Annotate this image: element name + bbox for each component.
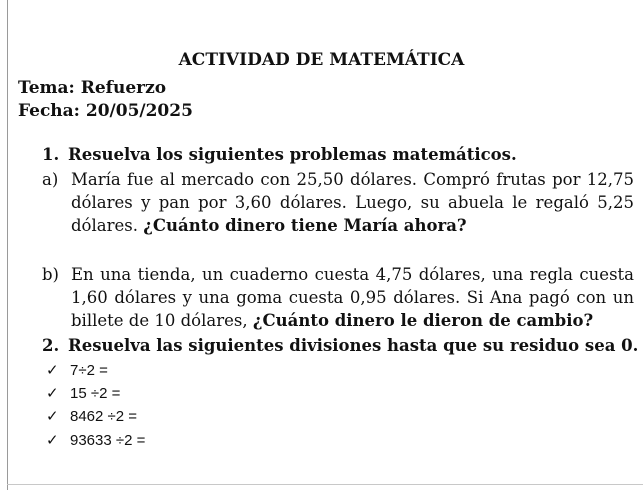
division-expression: 8462 ÷2 = bbox=[70, 408, 138, 425]
question-2-text: Resuelva las siguientes divisiones hasta que su residuo sea 0. bbox=[68, 336, 639, 355]
question-2-number: 2. bbox=[42, 336, 60, 355]
problem-b-letter: b) bbox=[42, 265, 59, 284]
problem-b-text: En una tienda, un cuaderno cuesta 4,75 dólares, una regla cuesta 1,60 dólares y una goma cuesta 0,95 dólares. Si Ana pagó con un billete de 10 dólares, bbox=[71, 265, 634, 330]
document-title: ACTIVIDAD DE MATEMÁTICA bbox=[178, 50, 465, 70]
problem-a-letter: a) bbox=[42, 170, 59, 189]
problem-a-text: María fue al mercado con 25,50 dólares. Compró frutas por 12,75 dólares y pan por 3,60 dólares. Luego, su abuela le regaló 5,25 dólares. bbox=[71, 170, 634, 235]
problem-a-body bbox=[71, 168, 634, 237]
division-expression: 93633 ÷2 = bbox=[70, 432, 146, 449]
division-item bbox=[46, 431, 145, 449]
problem-b bbox=[42, 263, 634, 332]
question-1-number: 1. bbox=[42, 145, 60, 164]
topic-line: Tema: Refuerzo bbox=[18, 78, 167, 98]
date-line: Fecha: 20/05/2025 bbox=[18, 101, 193, 121]
problem-a bbox=[42, 168, 634, 237]
division-item bbox=[46, 407, 137, 425]
page-bottom-border bbox=[7, 484, 643, 485]
question-1-heading bbox=[42, 145, 517, 164]
problem-b-question: ¿Cuánto dinero le dieron de cambio? bbox=[252, 311, 594, 330]
division-expression: 15 ÷2 = bbox=[70, 385, 121, 402]
problem-b-body bbox=[71, 263, 634, 332]
division-item bbox=[46, 361, 108, 379]
problem-a-question: ¿Cuánto dinero tiene María ahora? bbox=[143, 216, 467, 235]
checkmark-icon: ✓ bbox=[46, 361, 59, 379]
division-item bbox=[46, 384, 120, 402]
checkmark-icon: ✓ bbox=[46, 384, 59, 402]
division-expression: 7÷2 = bbox=[70, 362, 108, 379]
checkmark-icon: ✓ bbox=[46, 407, 59, 425]
question-2-heading bbox=[42, 336, 638, 355]
checkmark-icon: ✓ bbox=[46, 431, 59, 449]
page-left-border bbox=[7, 0, 8, 490]
question-1-text: Resuelva los siguientes problemas matemáticos. bbox=[68, 145, 517, 164]
